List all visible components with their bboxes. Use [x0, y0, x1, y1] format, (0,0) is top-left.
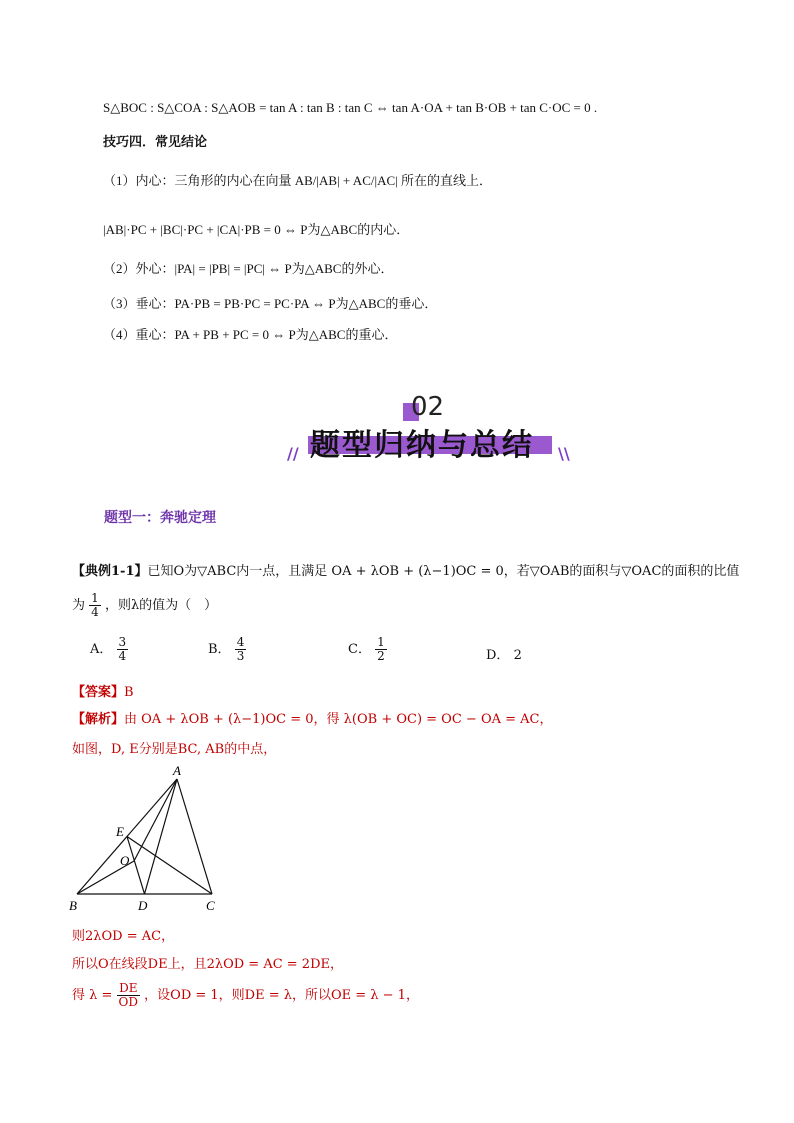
circumcenter-line: （2）外心：|PA| = |PB| = |PC| ⇔ P为△ABC的外心．	[103, 261, 394, 276]
slash-right-decoration: \\	[558, 444, 570, 463]
lambda-fraction	[117, 982, 140, 1009]
analysis-line-1	[72, 708, 552, 727]
analysis-tag: 【解析】	[72, 712, 125, 727]
option-a-label: A．	[90, 642, 113, 658]
label-a: A	[173, 763, 181, 778]
segment-ao	[134, 779, 177, 861]
skill-title: 技巧四．常见结论	[103, 135, 208, 150]
option-b	[208, 636, 246, 663]
analysis-line-5-suffix: ，设OD = 1，则DE = λ，所以OE = λ − 1，	[144, 988, 419, 1004]
analysis-line-3: 则2λOD = AC，	[72, 929, 175, 944]
incenter-line-2: |AB|·PC + |BC|·PC + |CA|·PB = 0 ⇔ P为△ABC的内心．	[103, 222, 410, 237]
example-stem2-suffix: ，则λ的值为（ ）	[104, 598, 218, 614]
option-b-denominator: 3	[236, 649, 245, 664]
option-d-label: D．	[486, 648, 510, 663]
option-a	[90, 636, 128, 663]
example-stem-line-2	[72, 592, 217, 619]
label-c: C	[206, 898, 215, 913]
side-ac	[177, 779, 212, 894]
option-b-fraction	[235, 636, 247, 663]
option-a-fraction	[117, 636, 129, 663]
example-stem2-prefix: 为	[72, 598, 86, 614]
ratio-denominator: 4	[91, 605, 99, 620]
incenter-line-1: （1）内心：三角形的内心在向量 AB/|AB| + AC/|AC| 所在的直线上．	[103, 173, 492, 188]
option-b-label: B．	[208, 642, 231, 658]
analysis-line-5	[72, 982, 419, 1009]
section-title: 题型归纳与总结	[310, 428, 534, 463]
analysis-line-4: 所以O在线段DE上，且2λOD = AC = 2DE，	[72, 957, 343, 972]
ratio-fraction	[89, 592, 101, 619]
option-b-numerator: 4	[236, 635, 245, 649]
option-d	[486, 644, 522, 663]
answer-tag: 【答案】	[72, 685, 125, 700]
label-e: E	[116, 824, 124, 839]
analysis-line-1-text: 由 OA + λOB + (λ−1)OC = 0，得 λ(OB + OC) = OC − OA = AC，	[124, 712, 553, 727]
answer-line	[72, 681, 134, 700]
option-c-denominator: 2	[377, 649, 385, 664]
segment-ec	[127, 837, 212, 895]
ratio-numerator: 1	[91, 591, 99, 605]
label-d: D	[138, 898, 148, 913]
example-stem	[72, 560, 739, 579]
option-a-denominator: 4	[118, 649, 127, 664]
area-ratio-formula: S△BOC : S△COA : S△AOB = tan A : tan B : tan C ⇔ tan A·OA + tan B·OB + tan C·OC = 0 .	[103, 100, 598, 115]
lambda-denominator: OD	[118, 995, 139, 1010]
example-tag: 【典例1-1】	[72, 564, 148, 579]
section-number: 02	[411, 392, 445, 422]
slash-left-decoration: //	[287, 444, 299, 463]
label-o: O	[120, 853, 130, 868]
option-c-numerator: 1	[377, 635, 385, 649]
option-a-numerator: 3	[118, 635, 127, 649]
analysis-line-2: 如图，D, E分别是BC, AB的中点，	[72, 742, 277, 757]
option-c-fraction	[375, 636, 387, 663]
label-b: B	[69, 898, 77, 913]
segment-ad	[145, 779, 178, 894]
centroid-line: （4）重心：PA + PB + PC = 0 ⇔ P为△ABC的重心．	[103, 327, 398, 342]
question-type-title: 题型一：奔驰定理	[104, 510, 216, 526]
answer-value: B	[124, 685, 134, 700]
triangle-figure	[66, 760, 226, 915]
option-c	[348, 636, 387, 663]
orthocenter-line: （3）垂心：PA·PB = PB·PC = PC·PA ⇔ P为△ABC的垂心．	[103, 296, 438, 311]
option-d-value: 2	[513, 648, 522, 663]
example-stem-text: 已知O为▽ABC内一点，且满足 OA + λOB + (λ−1)OC = 0，若▽OAB的面积与▽OAC的面积的比值	[147, 564, 740, 579]
option-c-label: C．	[348, 642, 371, 658]
analysis-line-5-prefix: 得 λ =	[72, 988, 113, 1004]
lambda-numerator: DE	[117, 982, 140, 996]
